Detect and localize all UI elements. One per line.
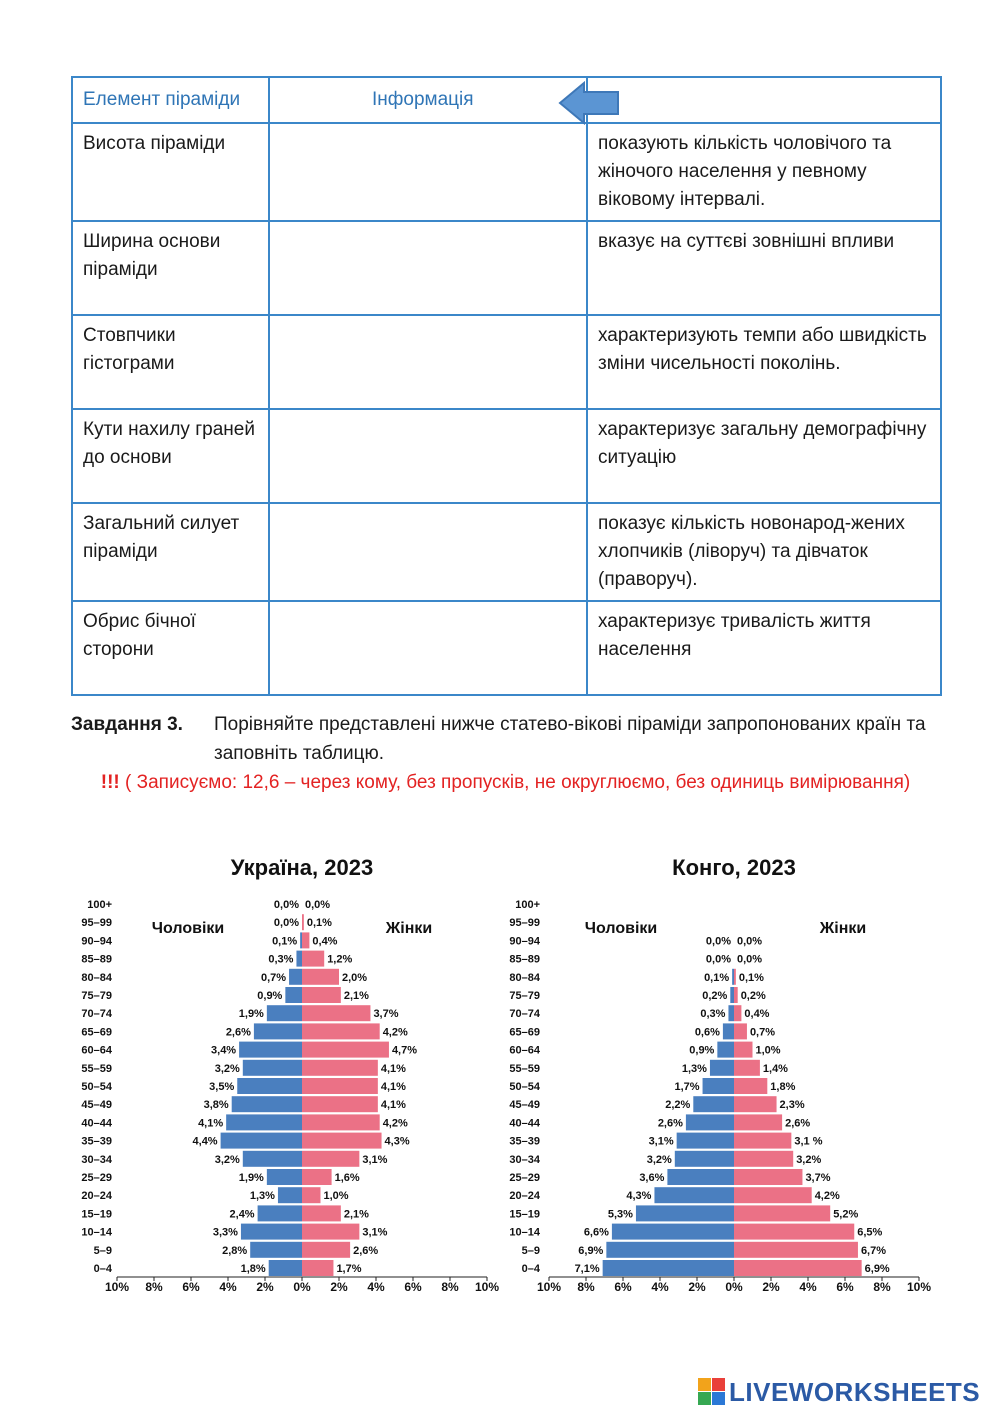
male-bar [221, 1133, 302, 1149]
female-value-label: 0,0% [737, 935, 763, 948]
age-group-label: 100+ [515, 899, 540, 911]
x-tick-label: 10% [536, 1280, 562, 1294]
age-group-label: 25–29 [509, 1172, 540, 1184]
age-group-label: 15–19 [81, 1208, 112, 1221]
male-value-label: 6,9% [578, 1244, 604, 1257]
x-tick-label: 4% [219, 1280, 237, 1294]
female-bar [734, 1060, 760, 1076]
age-group-label: 5–9 [521, 1244, 540, 1257]
male-bar [243, 1060, 302, 1076]
male-value-label: 0,1% [704, 971, 730, 984]
x-tick-label: 10% [104, 1280, 130, 1294]
male-value-label: 0,7% [260, 971, 287, 984]
male-bar [258, 1205, 302, 1221]
female-bar [734, 1205, 830, 1221]
x-tick-label: 0% [725, 1280, 743, 1294]
age-group-label: 40–44 [509, 1117, 540, 1130]
age-group-label: 80–84 [509, 971, 540, 984]
population-pyramids [0, 845, 1000, 1300]
age-group-label: 55–59 [81, 1062, 112, 1075]
male-value-label: 1,3% [249, 1190, 275, 1203]
age-group-label: 10–14 [81, 1226, 112, 1239]
male-bar [267, 1005, 302, 1021]
female-bar [302, 1260, 333, 1276]
male-bar [710, 1060, 734, 1076]
x-tick-label: 0% [293, 1280, 311, 1294]
male-value-label: 3,5% [209, 1081, 235, 1093]
female-bar [302, 1005, 370, 1021]
female-value-label: 2,0% [342, 971, 368, 984]
female-bar [734, 1151, 793, 1167]
female-value-label: 2,6% [353, 1244, 379, 1257]
female-value-label: 4,1% [380, 1062, 406, 1075]
male-bar [654, 1187, 734, 1203]
male-value-label: 2,6% [225, 1026, 251, 1039]
female-bar [302, 1023, 380, 1039]
female-bar [302, 969, 339, 985]
row-info[interactable]: вказує на суттєві зовнішні впливи [587, 221, 941, 315]
male-bar [278, 1187, 302, 1203]
table-header-row [72, 77, 941, 123]
male-value-label: 1,8% [240, 1263, 266, 1275]
female-value-label: 0,2% [740, 990, 766, 1002]
female-value-label: 0,4% [312, 935, 338, 948]
male-value-label: 3,6% [639, 1172, 665, 1184]
female-bar [302, 1042, 389, 1058]
female-bar [734, 1042, 753, 1058]
male-value-label: 3,4% [211, 1044, 237, 1057]
x-tick-label: 4% [367, 1280, 385, 1294]
male-bar [686, 1114, 734, 1130]
x-tick-label: 2% [762, 1280, 780, 1294]
female-bar [302, 1133, 382, 1149]
male-bar [250, 1242, 302, 1258]
x-tick-label: 6% [836, 1280, 854, 1294]
age-group-label: 65–69 [81, 1026, 112, 1039]
row-info[interactable]: характеризують темпи або швидкість зміни чисельності поколінь. [587, 315, 941, 409]
age-group-label: 90–94 [81, 935, 112, 948]
age-group-label: 90–94 [509, 935, 540, 948]
male-value-label: 0,2% [702, 990, 728, 1002]
male-value-label: 5,3% [607, 1208, 633, 1221]
age-group-label: 60–64 [509, 1044, 540, 1057]
x-tick-label: 10% [474, 1280, 500, 1294]
male-bar [612, 1224, 734, 1240]
male-value-label: 2,2% [665, 1099, 691, 1112]
male-bar [267, 1169, 302, 1185]
male-value-label: 0,0% [705, 953, 731, 966]
male-bar [232, 1096, 302, 1112]
male-value-label: 3,8% [203, 1099, 229, 1112]
row-element: Обрис бічної сторони [72, 601, 269, 695]
age-group-label: 70–74 [509, 1008, 540, 1021]
female-value-label: 3,1% [362, 1153, 388, 1166]
male-bar [269, 1260, 302, 1276]
header-info: Інформація [269, 77, 587, 123]
info-table [71, 76, 942, 696]
row-info[interactable]: характеризує загальну демографічну ситуацію [587, 409, 941, 503]
male-bar [717, 1042, 734, 1058]
male-bar [254, 1023, 302, 1039]
age-group-label: 45–49 [81, 1099, 112, 1112]
answer-drop-zone[interactable] [269, 315, 587, 409]
row-info[interactable]: показують кількість чоловічого та жіночого населення у певному віковому інтервалі. [587, 123, 941, 221]
female-bar [302, 987, 341, 1003]
female-value-label: 2,1% [343, 1208, 369, 1221]
age-group-label: 30–34 [509, 1153, 540, 1166]
x-tick-label: 8% [577, 1280, 595, 1294]
male-legend-label: Чоловіки [584, 920, 658, 937]
female-value-label: 1,0% [323, 1190, 349, 1203]
answer-drop-zone[interactable] [269, 503, 587, 601]
task-label: Завдання 3. [71, 714, 183, 735]
female-bar [302, 1114, 380, 1130]
x-tick-label: 6% [404, 1280, 422, 1294]
male-legend-label: Чоловіки [151, 920, 225, 937]
header-empty [587, 77, 941, 123]
female-bar [302, 1169, 332, 1185]
female-bar [302, 1187, 321, 1203]
female-value-label: 0,1% [306, 917, 332, 930]
female-value-label: 3,7% [373, 1008, 399, 1021]
male-bar [723, 1023, 734, 1039]
age-group-label: 50–54 [81, 1081, 112, 1093]
age-group-label: 95–99 [509, 917, 540, 930]
x-tick-label: 8% [873, 1280, 891, 1294]
age-group-label: 75–79 [509, 990, 540, 1002]
male-value-label: 4,3% [626, 1190, 652, 1203]
female-bar [302, 1242, 350, 1258]
header-element: Елемент піраміди [72, 77, 269, 123]
age-group-label: 35–39 [81, 1135, 112, 1148]
female-value-label: 2,1% [343, 990, 369, 1002]
answer-drop-zone[interactable] [269, 221, 587, 315]
x-tick-label: 6% [614, 1280, 632, 1294]
male-bar [239, 1042, 302, 1058]
male-bar [243, 1151, 302, 1167]
female-bar [734, 1096, 777, 1112]
note-text: ( Записуємо: 12,6 – через кому, без пропусків, не округлюємо, без одиниць вимірювання) [119, 772, 911, 793]
male-bar [296, 951, 302, 967]
female-bar [302, 1224, 359, 1240]
female-value-label: 1,2% [327, 953, 353, 966]
age-group-label: 45–49 [509, 1099, 540, 1112]
age-group-label: 0–4 [521, 1263, 540, 1275]
age-group-label: 60–64 [81, 1044, 112, 1057]
female-value-label: 2,3% [779, 1099, 805, 1112]
male-bar [732, 969, 734, 985]
female-bar [734, 969, 736, 985]
male-value-label: 1,9% [238, 1172, 264, 1184]
row-element: Висота піраміди [72, 123, 269, 221]
female-value-label: 4,2% [382, 1026, 408, 1039]
info-table-wrap [71, 76, 940, 680]
male-bar [285, 987, 302, 1003]
female-value-label: 4,2% [382, 1117, 408, 1130]
male-bar [667, 1169, 734, 1185]
table-row [72, 601, 941, 695]
age-group-label: 100+ [87, 899, 112, 911]
female-value-label: 6,7% [860, 1244, 887, 1257]
male-value-label: 2,8% [222, 1244, 248, 1257]
x-tick-label: 4% [799, 1280, 817, 1294]
age-group-label: 55–59 [509, 1062, 540, 1075]
male-bar [636, 1205, 734, 1221]
male-value-label: 3,2% [646, 1153, 672, 1166]
female-bar [734, 1187, 812, 1203]
female-value-label: 1,7% [336, 1263, 362, 1275]
male-bar [675, 1151, 734, 1167]
male-value-label: 3,2% [214, 1062, 240, 1075]
female-bar [734, 1114, 782, 1130]
task-note [71, 768, 940, 797]
female-value-label: 1,4% [762, 1062, 788, 1075]
table-row [72, 315, 941, 409]
liveworksheets-logo [698, 1375, 980, 1409]
female-value-label: 4,1% [380, 1099, 406, 1112]
age-group-label: 85–89 [509, 953, 540, 966]
male-bar [730, 987, 734, 1003]
female-bar [734, 1023, 747, 1039]
male-bar [289, 969, 302, 985]
male-value-label: 1,9% [238, 1008, 264, 1021]
row-element: Стовпчики гістограми [72, 315, 269, 409]
female-bar [302, 914, 304, 930]
x-tick-label: 10% [906, 1280, 932, 1294]
table-row [72, 409, 941, 503]
male-value-label: 0,0% [705, 935, 731, 948]
chart-title: Конго, 2023 [672, 855, 796, 880]
row-info[interactable]: показує кількість новонарод-жених хлопчиків (ліворуч) та дівчаток (праворуч). [587, 503, 941, 601]
female-bar [302, 951, 324, 967]
female-value-label: 4,1% [380, 1081, 406, 1093]
male-value-label: 0,9% [257, 990, 283, 1002]
female-bar [734, 1133, 791, 1149]
female-value-label: 1,8% [770, 1081, 796, 1093]
male-value-label: 1,3% [681, 1062, 707, 1075]
answer-drop-zone[interactable] [269, 601, 587, 695]
age-group-label: 50–54 [509, 1081, 540, 1093]
female-value-label: 3,7% [805, 1172, 831, 1184]
male-value-label: 0,1% [272, 935, 298, 948]
arrow-left-icon [558, 81, 620, 125]
table-row [72, 221, 941, 315]
age-group-label: 20–24 [81, 1190, 112, 1203]
male-value-label: 1,7% [674, 1081, 700, 1093]
logo-blocks-icon [698, 1378, 726, 1406]
age-group-label: 95–99 [81, 917, 112, 930]
female-value-label: 0,0% [737, 953, 763, 966]
answer-drop-zone[interactable] [269, 123, 587, 221]
x-tick-label: 4% [651, 1280, 669, 1294]
male-bar [606, 1242, 734, 1258]
chart-title: Україна, 2023 [230, 855, 374, 880]
answer-drop-zone[interactable] [269, 409, 587, 503]
female-bar [734, 1224, 854, 1240]
male-value-label: 4,1% [198, 1117, 224, 1130]
male-value-label: 0,9% [689, 1044, 715, 1057]
female-bar [734, 1078, 767, 1094]
female-value-label: 0,4% [744, 1008, 770, 1021]
female-bar [734, 1005, 741, 1021]
female-value-label: 0,0% [305, 899, 331, 911]
x-tick-label: 6% [182, 1280, 200, 1294]
male-value-label: 6,6% [583, 1226, 609, 1239]
age-group-label: 40–44 [81, 1117, 112, 1130]
task-text: Порівняйте представлені нижче статево-вікові піраміди запропонованих країн та заповніть таблицю. [214, 714, 926, 764]
female-value-label: 4,7% [391, 1044, 418, 1057]
female-value-label: 6,9% [864, 1263, 890, 1275]
logo-text: LIVEWORKSHEETS [729, 1376, 981, 1407]
age-group-label: 25–29 [81, 1172, 112, 1184]
female-value-label: 3,1% [362, 1226, 388, 1239]
male-bar [728, 1005, 734, 1021]
female-value-label: 5,2% [833, 1208, 859, 1221]
age-group-label: 35–39 [509, 1135, 540, 1148]
female-bar [734, 1260, 862, 1276]
age-group-label: 80–84 [81, 971, 112, 984]
female-value-label: 3,1 % [794, 1135, 823, 1148]
age-group-label: 70–74 [81, 1008, 112, 1021]
note-marks: !!! [100, 772, 120, 793]
male-bar [241, 1224, 302, 1240]
age-group-label: 20–24 [509, 1190, 540, 1203]
female-legend-label: Жінки [385, 920, 433, 937]
male-bar [226, 1114, 302, 1130]
table-row [72, 503, 941, 601]
x-tick-label: 8% [145, 1280, 163, 1294]
male-value-label: 0,0% [273, 899, 299, 911]
male-value-label: 7,1% [574, 1263, 600, 1275]
female-value-label: 0,7% [749, 1026, 776, 1039]
age-group-label: 0–4 [93, 1263, 112, 1275]
male-bar [703, 1078, 734, 1094]
age-group-label: 75–79 [81, 990, 112, 1002]
x-tick-label: 8% [441, 1280, 459, 1294]
female-value-label: 1,0% [755, 1044, 781, 1057]
female-bar [302, 1060, 378, 1076]
female-value-label: 1,6% [334, 1172, 360, 1184]
female-bar [302, 1096, 378, 1112]
female-value-label: 3,2% [796, 1153, 822, 1166]
female-value-label: 0,1% [738, 971, 764, 984]
female-value-label: 6,5% [857, 1226, 883, 1239]
male-value-label: 2,4% [229, 1208, 255, 1221]
female-bar [734, 1242, 858, 1258]
male-bar [237, 1078, 302, 1094]
female-bar [734, 1169, 802, 1185]
female-value-label: 2,6% [785, 1117, 811, 1130]
female-bar [302, 1151, 359, 1167]
age-group-label: 5–9 [93, 1244, 112, 1257]
age-group-label: 15–19 [509, 1208, 540, 1221]
table-row [72, 123, 941, 221]
row-element: Ширина основи піраміди [72, 221, 269, 315]
male-bar [677, 1133, 734, 1149]
male-bar [693, 1096, 734, 1112]
x-tick-label: 2% [330, 1280, 348, 1294]
row-info[interactable]: характеризує тривалість життя населення [587, 601, 941, 695]
female-bar [734, 987, 738, 1003]
age-group-label: 30–34 [81, 1153, 112, 1166]
x-tick-label: 2% [688, 1280, 706, 1294]
male-value-label: 3,3% [212, 1226, 238, 1239]
age-group-label: 85–89 [81, 953, 112, 966]
row-element: Загальний силует піраміди [72, 503, 269, 601]
male-value-label: 0,3% [700, 1008, 726, 1021]
male-value-label: 0,3% [268, 953, 294, 966]
male-value-label: 3,2% [214, 1153, 240, 1166]
male-bar [300, 932, 302, 948]
female-bar [302, 1078, 378, 1094]
male-value-label: 0,6% [694, 1026, 720, 1039]
female-bar [302, 1205, 341, 1221]
male-value-label: 4,4% [192, 1135, 218, 1148]
male-bar [603, 1260, 734, 1276]
male-value-label: 3,1% [648, 1135, 674, 1148]
x-tick-label: 2% [256, 1280, 274, 1294]
male-value-label: 2,6% [657, 1117, 683, 1130]
age-group-label: 65–69 [509, 1026, 540, 1039]
female-bar [302, 932, 309, 948]
female-value-label: 4,2% [814, 1190, 840, 1203]
female-legend-label: Жінки [819, 920, 867, 937]
row-element: Кути нахилу граней до основи [72, 409, 269, 503]
male-value-label: 0,0% [273, 917, 299, 930]
female-value-label: 4,3% [384, 1135, 410, 1148]
age-group-label: 10–14 [509, 1226, 540, 1239]
